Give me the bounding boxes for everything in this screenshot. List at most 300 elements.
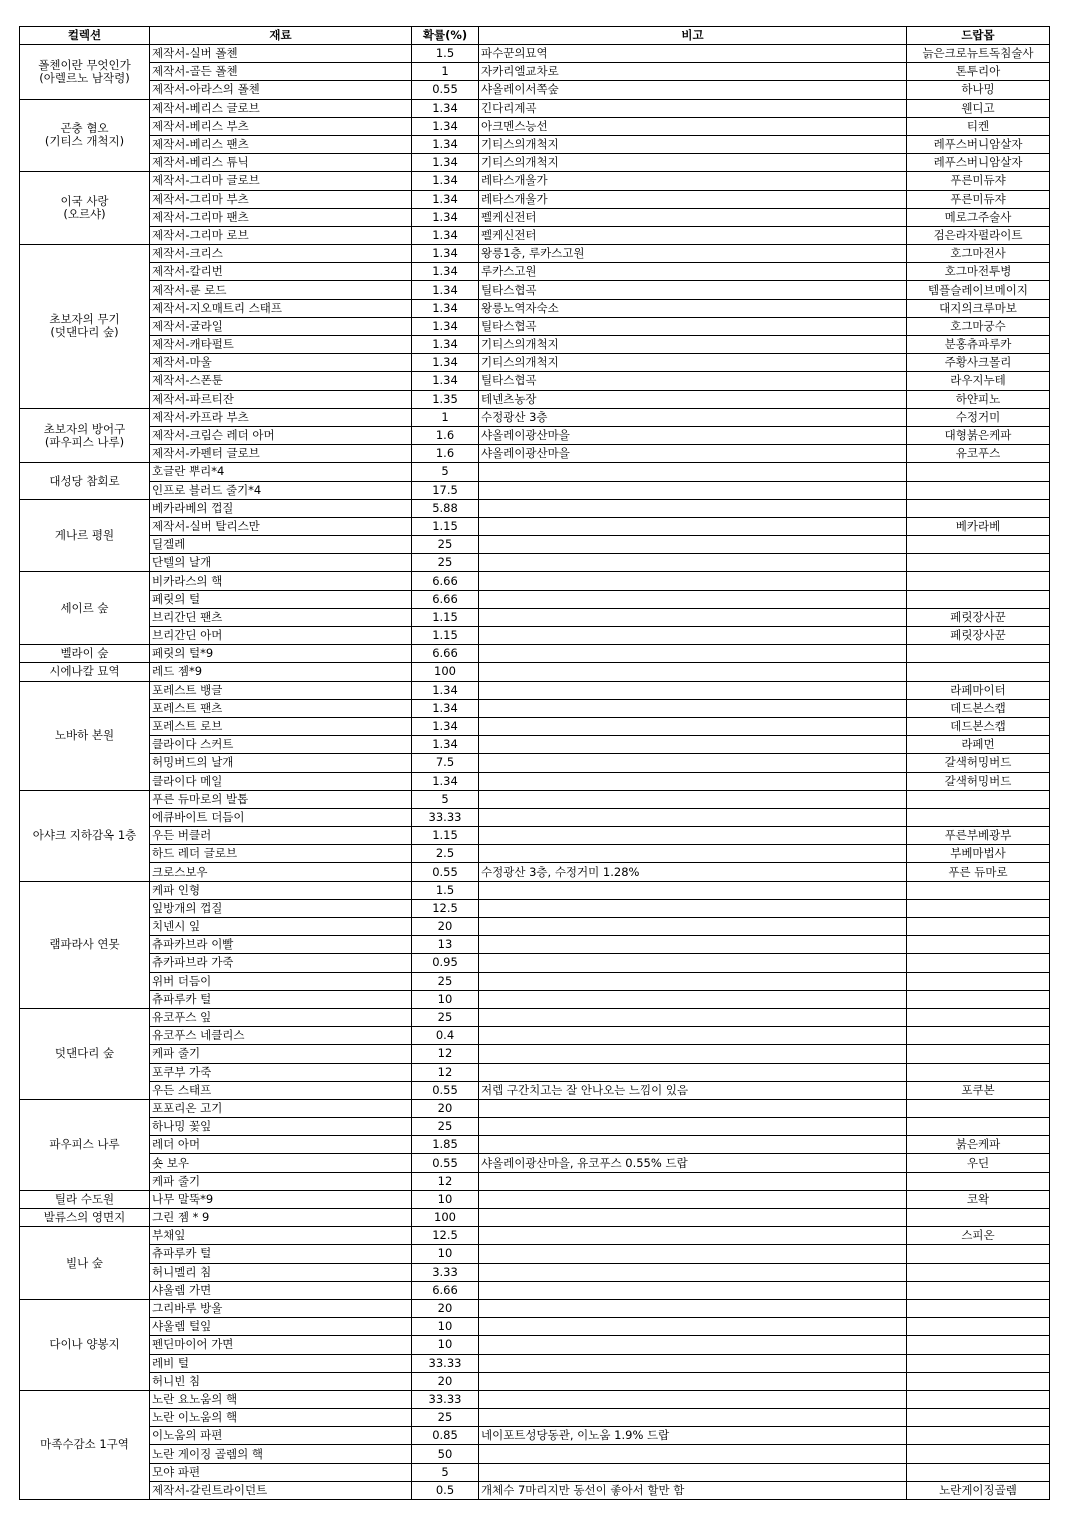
collection-name-cell: 덧댄다리 숲 bbox=[20, 1008, 150, 1099]
table-row bbox=[20, 572, 1050, 590]
table-row bbox=[20, 1281, 1050, 1299]
material-cell: 제작서-베리스 튜닉 bbox=[150, 154, 412, 172]
material-cell: 인프로 블러드 줄기*4 bbox=[150, 481, 412, 499]
table-row bbox=[20, 1390, 1050, 1408]
note-cell bbox=[479, 936, 907, 954]
drop-monster-cell: 푸른부베광부 bbox=[907, 827, 1050, 845]
probability-cell: 1.15 bbox=[412, 517, 479, 535]
probability-cell: 1.34 bbox=[412, 154, 479, 172]
drop-monster-cell bbox=[907, 1372, 1050, 1390]
probability-cell: 6.66 bbox=[412, 645, 479, 663]
probability-cell: 33.33 bbox=[412, 1354, 479, 1372]
probability-cell: 33.33 bbox=[412, 1390, 479, 1408]
table-row bbox=[20, 1045, 1050, 1063]
material-cell: 유코푸스 네클리스 bbox=[150, 1027, 412, 1045]
material-cell: 크로스보우 bbox=[150, 863, 412, 881]
table-row bbox=[20, 845, 1050, 863]
table-row bbox=[20, 1190, 1050, 1208]
drop-monster-cell bbox=[907, 1118, 1050, 1136]
table-row bbox=[20, 1081, 1050, 1099]
header-note: 비고 bbox=[479, 27, 907, 45]
probability-cell: 10 bbox=[412, 1336, 479, 1354]
material-cell: 페릿의 털*9 bbox=[150, 645, 412, 663]
probability-cell: 100 bbox=[412, 663, 479, 681]
probability-cell: 0.55 bbox=[412, 863, 479, 881]
note-cell: 테넨츠농장 bbox=[479, 390, 907, 408]
note-cell bbox=[479, 754, 907, 772]
drop-monster-cell: 페릿장사꾼 bbox=[907, 627, 1050, 645]
table-row bbox=[20, 390, 1050, 408]
table-row bbox=[20, 45, 1050, 63]
material-cell: 제작서-마울 bbox=[150, 354, 412, 372]
material-cell: 허밍버드의 날개 bbox=[150, 754, 412, 772]
drop-monster-cell: 우딘 bbox=[907, 1154, 1050, 1172]
probability-cell: 1.15 bbox=[412, 608, 479, 626]
probability-cell: 1.34 bbox=[412, 245, 479, 263]
table-row bbox=[20, 681, 1050, 699]
note-cell bbox=[479, 918, 907, 936]
header-probability: 확률(%) bbox=[412, 27, 479, 45]
material-cell: 허니멜리 침 bbox=[150, 1263, 412, 1281]
note-cell: 기티스의개척지 bbox=[479, 154, 907, 172]
drop-monster-cell bbox=[907, 536, 1050, 554]
probability-cell: 1.34 bbox=[412, 699, 479, 717]
note-cell bbox=[479, 1372, 907, 1390]
drop-monster-cell bbox=[907, 990, 1050, 1008]
drop-monster-cell bbox=[907, 1209, 1050, 1227]
note-cell bbox=[479, 990, 907, 1008]
note-cell: 수정광산 3층 bbox=[479, 408, 907, 426]
drop-monster-cell: 레푸스버니암살자 bbox=[907, 154, 1050, 172]
material-cell: 츄카파브라 가죽 bbox=[150, 954, 412, 972]
drop-monster-cell bbox=[907, 1463, 1050, 1481]
material-cell: 제작서-카펜터 글로브 bbox=[150, 445, 412, 463]
material-cell: 제작서-베리스 부츠 bbox=[150, 117, 412, 135]
table-row bbox=[20, 1118, 1050, 1136]
material-cell: 노란 요노움의 핵 bbox=[150, 1390, 412, 1408]
probability-cell: 6.66 bbox=[412, 590, 479, 608]
drop-monster-cell: 붉은케파 bbox=[907, 1136, 1050, 1154]
note-cell: 틸타스협곡 bbox=[479, 281, 907, 299]
note-cell: 샤올레이서쪽숲 bbox=[479, 81, 907, 99]
collection-drop-table bbox=[19, 26, 1050, 1500]
drop-monster-cell: 푸른미듀쟈 bbox=[907, 190, 1050, 208]
drop-monster-cell bbox=[907, 808, 1050, 826]
probability-cell: 10 bbox=[412, 1245, 479, 1263]
probability-cell: 1.15 bbox=[412, 827, 479, 845]
material-cell: 펜딘마이어 가면 bbox=[150, 1336, 412, 1354]
drop-monster-cell: 분홍츄파루카 bbox=[907, 336, 1050, 354]
drop-monster-cell: 푸른미듀쟈 bbox=[907, 172, 1050, 190]
drop-monster-cell: 코왁 bbox=[907, 1190, 1050, 1208]
table-row bbox=[20, 1336, 1050, 1354]
collection-name-cell: 곤충 혐오 (기티스 개척지) bbox=[20, 99, 150, 172]
probability-cell: 6.66 bbox=[412, 572, 479, 590]
collection-name-cell: 폴첸이란 무엇인가 (아렐르노 남작령) bbox=[20, 45, 150, 100]
material-cell: 제작서-카프라 부츠 bbox=[150, 408, 412, 426]
table-row bbox=[20, 1008, 1050, 1026]
note-cell: 레타스개울가 bbox=[479, 172, 907, 190]
probability-cell: 20 bbox=[412, 1299, 479, 1317]
table-row bbox=[20, 1427, 1050, 1445]
material-cell: 하드 레더 글로브 bbox=[150, 845, 412, 863]
note-cell bbox=[479, 627, 907, 645]
drop-monster-cell bbox=[907, 790, 1050, 808]
table-row bbox=[20, 827, 1050, 845]
collection-name-cell: 램파라사 연못 bbox=[20, 881, 150, 1008]
table-row bbox=[20, 554, 1050, 572]
note-cell bbox=[479, 972, 907, 990]
probability-cell: 1 bbox=[412, 63, 479, 81]
material-cell: 레비 털 bbox=[150, 1354, 412, 1372]
probability-cell: 1.34 bbox=[412, 226, 479, 244]
note-cell: 긴다리계곡 bbox=[479, 99, 907, 117]
collection-name-cell: 게나르 평원 bbox=[20, 499, 150, 572]
probability-cell: 25 bbox=[412, 554, 479, 572]
table-row bbox=[20, 190, 1050, 208]
material-cell: 제작서-실버 폴첸 bbox=[150, 45, 412, 63]
material-cell: 케파 줄기 bbox=[150, 1045, 412, 1063]
table-row bbox=[20, 463, 1050, 481]
probability-cell: 0.55 bbox=[412, 1081, 479, 1099]
collection-name-cell: 이국 사랑 (오르샤) bbox=[20, 172, 150, 245]
table-row bbox=[20, 208, 1050, 226]
drop-monster-cell bbox=[907, 499, 1050, 517]
drop-monster-cell bbox=[907, 899, 1050, 917]
note-cell: 샤올레이광산마을, 유코푸스 0.55% 드랍 bbox=[479, 1154, 907, 1172]
note-cell bbox=[479, 845, 907, 863]
material-cell: 제작서-그리마 글로브 bbox=[150, 172, 412, 190]
probability-cell: 25 bbox=[412, 536, 479, 554]
note-cell bbox=[479, 608, 907, 626]
note-cell bbox=[479, 1263, 907, 1281]
material-cell: 이노움의 파편 bbox=[150, 1427, 412, 1445]
note-cell: 레타스개울가 bbox=[479, 190, 907, 208]
table-row bbox=[20, 754, 1050, 772]
material-cell: 나무 말뚝*9 bbox=[150, 1190, 412, 1208]
note-cell bbox=[479, 899, 907, 917]
note-cell bbox=[479, 481, 907, 499]
material-cell: 케파 인형 bbox=[150, 881, 412, 899]
material-cell: 제작서-실버 탈리스만 bbox=[150, 517, 412, 535]
note-cell bbox=[479, 1463, 907, 1481]
table-row bbox=[20, 717, 1050, 735]
table-row bbox=[20, 736, 1050, 754]
note-cell bbox=[479, 1318, 907, 1336]
material-cell: 숏 보우 bbox=[150, 1154, 412, 1172]
probability-cell: 5.88 bbox=[412, 499, 479, 517]
note-cell bbox=[479, 536, 907, 554]
collection-name-cell: 파우피스 나루 bbox=[20, 1099, 150, 1190]
table-row bbox=[20, 1409, 1050, 1427]
table-row bbox=[20, 1063, 1050, 1081]
material-cell: 브리간딘 팬츠 bbox=[150, 608, 412, 626]
material-cell: 제작서-파르티잔 bbox=[150, 390, 412, 408]
drop-monster-cell: 갈색허밍버드 bbox=[907, 772, 1050, 790]
probability-cell: 10 bbox=[412, 1190, 479, 1208]
note-cell bbox=[479, 1299, 907, 1317]
probability-cell: 1.34 bbox=[412, 190, 479, 208]
drop-monster-cell: 대형붉은케파 bbox=[907, 426, 1050, 444]
table-row bbox=[20, 117, 1050, 135]
material-cell: 유코푸스 잎 bbox=[150, 1008, 412, 1026]
probability-cell: 1.34 bbox=[412, 772, 479, 790]
table-row bbox=[20, 63, 1050, 81]
table-row bbox=[20, 972, 1050, 990]
note-cell: 왕릉노역자숙소 bbox=[479, 299, 907, 317]
table-row bbox=[20, 281, 1050, 299]
note-cell: 개체수 7마리지만 동선이 좋아서 할만 함 bbox=[479, 1481, 907, 1499]
material-cell: 레드 젬*9 bbox=[150, 663, 412, 681]
drop-monster-cell: 티켄 bbox=[907, 117, 1050, 135]
note-cell bbox=[479, 827, 907, 845]
header-collection: 컬렉션 bbox=[20, 27, 150, 45]
header-drop-monster: 드랍몹 bbox=[907, 27, 1050, 45]
drop-monster-cell: 메로그주술사 bbox=[907, 208, 1050, 226]
probability-cell: 5 bbox=[412, 790, 479, 808]
table-row bbox=[20, 445, 1050, 463]
note-cell: 수정광산 3층, 수정거미 1.28% bbox=[479, 863, 907, 881]
note-cell: 저렙 구간치고는 잘 안나오는 느낌이 있음 bbox=[479, 1081, 907, 1099]
table-row bbox=[20, 1245, 1050, 1263]
probability-cell: 12.5 bbox=[412, 1227, 479, 1245]
probability-cell: 100 bbox=[412, 1209, 479, 1227]
note-cell bbox=[479, 954, 907, 972]
note-cell bbox=[479, 717, 907, 735]
drop-monster-cell: 라페먼 bbox=[907, 736, 1050, 754]
drop-monster-cell: 톤투리아 bbox=[907, 63, 1050, 81]
note-cell: 네이포트성당동관, 이노움 1.9% 드랍 bbox=[479, 1427, 907, 1445]
material-cell: 제작서-굴라일 bbox=[150, 317, 412, 335]
material-cell: 치넨시 잎 bbox=[150, 918, 412, 936]
probability-cell: 2.5 bbox=[412, 845, 479, 863]
drop-monster-cell bbox=[907, 1263, 1050, 1281]
note-cell bbox=[479, 681, 907, 699]
probability-cell: 1.34 bbox=[412, 372, 479, 390]
drop-monster-cell: 웬디고 bbox=[907, 99, 1050, 117]
table-row bbox=[20, 1372, 1050, 1390]
note-cell bbox=[479, 699, 907, 717]
drop-monster-cell bbox=[907, 1299, 1050, 1317]
note-cell bbox=[479, 1281, 907, 1299]
drop-monster-cell: 하얀피노 bbox=[907, 390, 1050, 408]
collection-name-cell: 시에나칼 묘역 bbox=[20, 663, 150, 681]
drop-monster-cell: 대지의크루마보 bbox=[907, 299, 1050, 317]
drop-monster-cell: 갈색허밍버드 bbox=[907, 754, 1050, 772]
note-cell bbox=[479, 1390, 907, 1408]
collection-name-cell: 발류스의 영면지 bbox=[20, 1209, 150, 1227]
material-cell: 제작서-베리스 팬츠 bbox=[150, 135, 412, 153]
material-cell: 제작서-스폰툰 bbox=[150, 372, 412, 390]
probability-cell: 1.5 bbox=[412, 881, 479, 899]
note-cell bbox=[479, 1190, 907, 1208]
table-row bbox=[20, 590, 1050, 608]
probability-cell: 1.34 bbox=[412, 117, 479, 135]
probability-cell: 1 bbox=[412, 408, 479, 426]
drop-monster-cell: 라페마이터 bbox=[907, 681, 1050, 699]
probability-cell: 20 bbox=[412, 1372, 479, 1390]
collection-name-cell: 대성당 참회로 bbox=[20, 463, 150, 499]
drop-monster-cell bbox=[907, 1008, 1050, 1026]
drop-monster-cell bbox=[907, 554, 1050, 572]
drop-monster-cell bbox=[907, 918, 1050, 936]
probability-cell: 0.55 bbox=[412, 81, 479, 99]
note-cell bbox=[479, 1027, 907, 1045]
material-cell: 포레스트 뱅글 bbox=[150, 681, 412, 699]
note-cell: 틸타스협곡 bbox=[479, 317, 907, 335]
note-cell: 자카리엘교차로 bbox=[479, 63, 907, 81]
material-cell: 우든 스태프 bbox=[150, 1081, 412, 1099]
probability-cell: 1.85 bbox=[412, 1136, 479, 1154]
material-cell: 제작서-아라스의 폴첸 bbox=[150, 81, 412, 99]
material-cell: 브리간딘 아머 bbox=[150, 627, 412, 645]
note-cell bbox=[479, 1209, 907, 1227]
table-row bbox=[20, 790, 1050, 808]
material-cell: 제작서-룬 로드 bbox=[150, 281, 412, 299]
table-row bbox=[20, 81, 1050, 99]
material-cell: 츄파카브라 이빨 bbox=[150, 936, 412, 954]
probability-cell: 25 bbox=[412, 1008, 479, 1026]
drop-monster-cell: 검은라자펄라이트 bbox=[907, 226, 1050, 244]
table-row bbox=[20, 1299, 1050, 1317]
table-row bbox=[20, 1227, 1050, 1245]
drop-monster-cell bbox=[907, 481, 1050, 499]
probability-cell: 1.34 bbox=[412, 736, 479, 754]
material-cell: 단텔의 날개 bbox=[150, 554, 412, 572]
drop-monster-cell bbox=[907, 1390, 1050, 1408]
probability-cell: 25 bbox=[412, 972, 479, 990]
material-cell: 우든 버클러 bbox=[150, 827, 412, 845]
material-cell: 노란 게이징 골렘의 핵 bbox=[150, 1445, 412, 1463]
material-cell: 제작서-그리마 팬츠 bbox=[150, 208, 412, 226]
table-row bbox=[20, 1209, 1050, 1227]
note-cell bbox=[479, 1136, 907, 1154]
drop-monster-cell: 호그마전사 bbox=[907, 245, 1050, 263]
table-row bbox=[20, 1445, 1050, 1463]
drop-monster-cell bbox=[907, 1354, 1050, 1372]
table-row bbox=[20, 372, 1050, 390]
table-row bbox=[20, 426, 1050, 444]
note-cell bbox=[479, 590, 907, 608]
note-cell bbox=[479, 1445, 907, 1463]
table-row bbox=[20, 936, 1050, 954]
material-cell: 샤울렘 털잎 bbox=[150, 1318, 412, 1336]
table-row bbox=[20, 536, 1050, 554]
note-cell: 왕릉1층, 루카스고원 bbox=[479, 245, 907, 263]
drop-monster-cell bbox=[907, 1281, 1050, 1299]
probability-cell: 33.33 bbox=[412, 808, 479, 826]
table-row bbox=[20, 226, 1050, 244]
drop-monster-cell bbox=[907, 463, 1050, 481]
probability-cell: 1.34 bbox=[412, 281, 479, 299]
drop-monster-cell bbox=[907, 954, 1050, 972]
material-cell: 클라이다 메일 bbox=[150, 772, 412, 790]
material-cell: 부채잎 bbox=[150, 1227, 412, 1245]
table-row bbox=[20, 263, 1050, 281]
drop-monster-cell: 템플슬레이브메이지 bbox=[907, 281, 1050, 299]
note-cell bbox=[479, 554, 907, 572]
drop-monster-cell: 베카라베 bbox=[907, 517, 1050, 535]
drop-monster-cell bbox=[907, 1445, 1050, 1463]
note-cell bbox=[479, 1336, 907, 1354]
table-row bbox=[20, 1099, 1050, 1117]
probability-cell: 1.6 bbox=[412, 445, 479, 463]
collection-name-cell: 다이나 양봉지 bbox=[20, 1299, 150, 1390]
probability-cell: 1.15 bbox=[412, 627, 479, 645]
table-row bbox=[20, 1027, 1050, 1045]
note-cell: 틸타스협곡 bbox=[479, 372, 907, 390]
collection-name-cell: 노바하 본원 bbox=[20, 681, 150, 790]
drop-monster-cell: 노란게이징골렘 bbox=[907, 1481, 1050, 1499]
drop-monster-cell: 유코푸스 bbox=[907, 445, 1050, 463]
drop-monster-cell bbox=[907, 936, 1050, 954]
note-cell bbox=[479, 517, 907, 535]
table-row bbox=[20, 608, 1050, 626]
table-row bbox=[20, 1263, 1050, 1281]
material-cell: 에큐바이트 더듬이 bbox=[150, 808, 412, 826]
drop-monster-cell bbox=[907, 572, 1050, 590]
collection-name-cell: 세이르 숲 bbox=[20, 572, 150, 645]
probability-cell: 1.34 bbox=[412, 263, 479, 281]
probability-cell: 0.5 bbox=[412, 1481, 479, 1499]
probability-cell: 0.55 bbox=[412, 1154, 479, 1172]
material-cell: 위버 더듬이 bbox=[150, 972, 412, 990]
table-row bbox=[20, 1318, 1050, 1336]
probability-cell: 1.34 bbox=[412, 681, 479, 699]
probability-cell: 1.34 bbox=[412, 354, 479, 372]
drop-monster-cell: 페릿장사꾼 bbox=[907, 608, 1050, 626]
table-row bbox=[20, 99, 1050, 117]
note-cell: 기티스의개척지 bbox=[479, 135, 907, 153]
drop-monster-cell bbox=[907, 1063, 1050, 1081]
table-row bbox=[20, 645, 1050, 663]
collection-name-cell: 초보자의 방어구 (파우피스 나루) bbox=[20, 408, 150, 463]
note-cell: 루카스고원 bbox=[479, 263, 907, 281]
material-cell: 하나밍 꽃잎 bbox=[150, 1118, 412, 1136]
note-cell bbox=[479, 772, 907, 790]
probability-cell: 10 bbox=[412, 990, 479, 1008]
probability-cell: 17.5 bbox=[412, 481, 479, 499]
drop-monster-cell: 호그마궁수 bbox=[907, 317, 1050, 335]
drop-monster-cell bbox=[907, 1245, 1050, 1263]
drop-monster-cell: 레푸스버니암살자 bbox=[907, 135, 1050, 153]
material-cell: 포레스트 로브 bbox=[150, 717, 412, 735]
material-cell: 포쿠부 가죽 bbox=[150, 1063, 412, 1081]
table-row bbox=[20, 1136, 1050, 1154]
material-cell: 레더 아머 bbox=[150, 1136, 412, 1154]
table-row bbox=[20, 808, 1050, 826]
drop-monster-cell: 데드본스캡 bbox=[907, 717, 1050, 735]
material-cell: 호글란 뿌리*4 bbox=[150, 463, 412, 481]
probability-cell: 5 bbox=[412, 463, 479, 481]
material-cell: 노란 이노움의 핵 bbox=[150, 1409, 412, 1427]
table-row bbox=[20, 1354, 1050, 1372]
note-cell bbox=[479, 572, 907, 590]
drop-monster-cell bbox=[907, 1045, 1050, 1063]
drop-monster-cell: 호그마전투병 bbox=[907, 263, 1050, 281]
material-cell: 푸른 듀마로의 발톱 bbox=[150, 790, 412, 808]
drop-monster-cell bbox=[907, 1409, 1050, 1427]
material-cell: 딜겔레 bbox=[150, 536, 412, 554]
note-cell: 기티스의개척지 bbox=[479, 354, 907, 372]
note-cell: 파수꾼의묘역 bbox=[479, 45, 907, 63]
probability-cell: 1.34 bbox=[412, 99, 479, 117]
table-row bbox=[20, 354, 1050, 372]
material-cell: 베카라베의 껍질 bbox=[150, 499, 412, 517]
note-cell bbox=[479, 1227, 907, 1245]
material-cell: 제작서-그리마 부츠 bbox=[150, 190, 412, 208]
probability-cell: 0.95 bbox=[412, 954, 479, 972]
